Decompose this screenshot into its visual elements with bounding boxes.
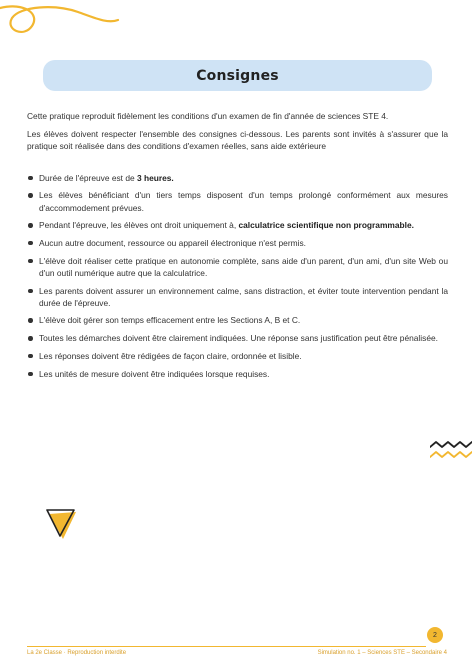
list-item: Les unités de mesure doivent être indiquées lorsque requises. bbox=[27, 368, 448, 380]
page-number: 2 bbox=[427, 627, 443, 643]
bullet-icon bbox=[28, 354, 33, 359]
list-item: Les élèves bénéficiant d'un tiers temps disposent d'un temps prolongé conformément aux mesures d'accommodement prévues. bbox=[27, 189, 448, 213]
bullet-icon bbox=[28, 289, 33, 294]
page-title: Consignes bbox=[196, 67, 279, 84]
bullet-icon bbox=[28, 241, 33, 246]
bullet-icon bbox=[28, 336, 33, 341]
list-item: Aucun autre document, ressource ou appareil électronique n'est permis. bbox=[27, 237, 448, 249]
section-header bbox=[43, 60, 432, 91]
list-item: L'élève doit réaliser cette pratique en autonomie complète, sans aide d'un parent, d'un ami, d'un site Web ou d'un outil numérique autre que la calculatrice. bbox=[27, 255, 448, 279]
footer-copyright: La 2e Classe · Reproduction interdite bbox=[27, 650, 127, 656]
footer-document-title: Simulation no. 1 – Sciences STE – Secondaire 4 bbox=[317, 650, 447, 656]
list-item: Les parents doivent assurer un environnement calme, sans distraction, et éviter toute intervention pendant la durée de l'épreuve. bbox=[27, 285, 448, 309]
instructions-list bbox=[27, 172, 448, 380]
decorative-zigzag-icon bbox=[430, 440, 472, 462]
intro-paragraph: Cette pratique reproduit fidèlement les conditions d'un examen de fin d'année de sciences STE 4. bbox=[27, 111, 389, 121]
list-item: Durée de l'épreuve est de 3 heures. bbox=[27, 172, 448, 184]
footer-divider bbox=[27, 646, 426, 647]
bullet-icon bbox=[28, 223, 33, 228]
intro-paragraph: Les élèves doivent respecter l'ensemble des consignes ci-dessous. Les parents sont invités à s'assurer que la pratique soit réalisée dans des conditions d'examen réelles, sans aide extérieure bbox=[27, 129, 448, 152]
list-item: Pendant l'épreuve, les élèves ont droit uniquement à, calculatrice scientifique non programmable. bbox=[27, 219, 448, 231]
bullet-icon bbox=[28, 193, 33, 198]
decorative-swirl-icon bbox=[0, 0, 120, 45]
list-item: Toutes les démarches doivent être clairement indiquées. Une réponse sans justification peut être pénalisée. bbox=[27, 332, 448, 344]
decorative-triangle-icon bbox=[46, 508, 80, 542]
list-item: Les réponses doivent être rédigées de façon claire, ordonnée et lisible. bbox=[27, 350, 448, 362]
bullet-icon bbox=[28, 176, 33, 181]
instructions-body bbox=[27, 110, 448, 385]
bullet-icon bbox=[28, 259, 33, 264]
bullet-icon bbox=[28, 318, 33, 323]
list-item: L'élève doit gérer son temps efficacement entre les Sections A, B et C. bbox=[27, 314, 448, 326]
bullet-icon bbox=[28, 372, 33, 377]
